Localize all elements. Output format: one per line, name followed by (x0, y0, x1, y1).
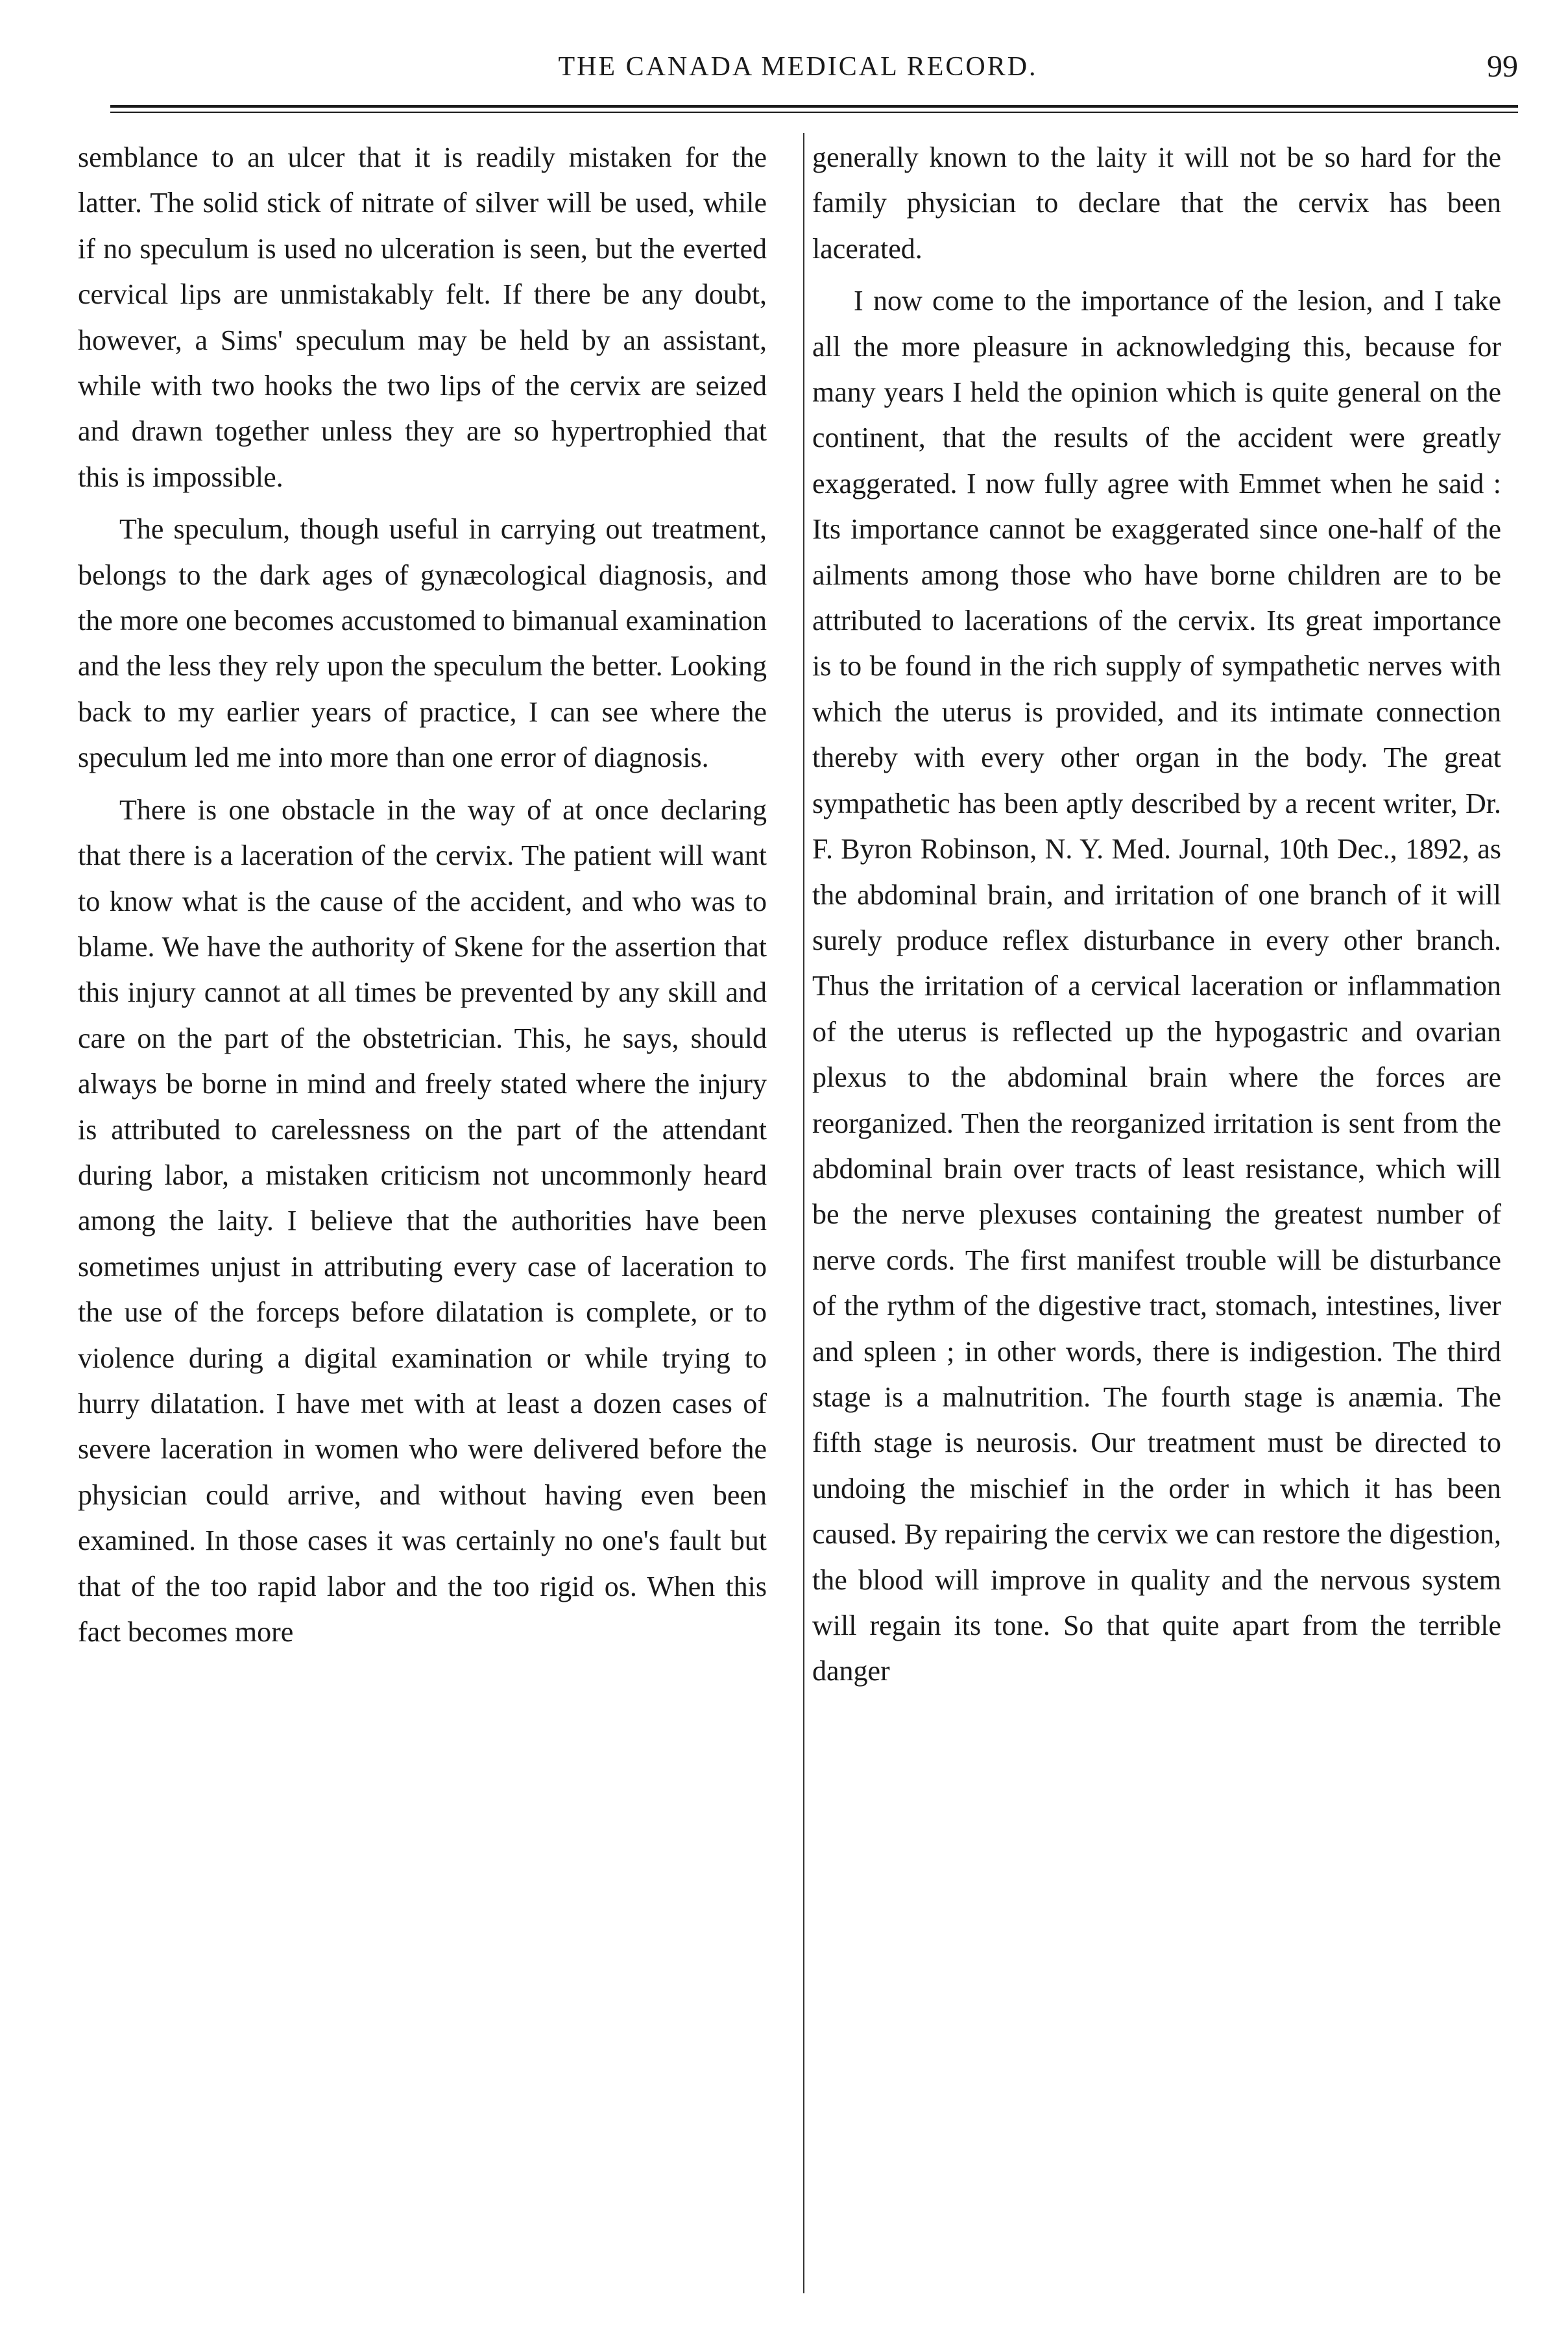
header-rule-thin (110, 112, 1518, 113)
right-paragraph-1: generally known to the laity it will not be so hard for the family physician to declare that the cervix has been lacerated. (812, 141, 1501, 265)
left-paragraph-1: semblance to an ulcer that it is readily mistaken for the latter. The solid stick of nitrate of silver will be used, while if no speculum is used no ulceration is seen, but the everted cervical lips are unmistakably felt. If there be any doubt, however, a Sims' speculum may be held by an assistant, while with two hooks the two lips of the cervix are seized and drawn together unless they are so hypertrophied that this is impossible. (78, 141, 767, 493)
running-head: THE CANADA MEDICAL RECORD. (558, 52, 1038, 82)
page-number: 99 (1487, 49, 1518, 84)
right-paragraph-2: I now come to the importance of the lesion, and I take all the more pleasure in acknowledging this, because for many years I held the opinion which is quite general on the continent, that the results of the accident were greatly exaggerated. I now fully agree with Emmet when he said : Its importance cannot be exaggerated since one-half of the ailments among those who have borne children are to be attributed to lacerations of the cervix. Its great importance is to be found in the rich supply of sympathetic nerves with which the uterus is provided, and its intimate connection thereby with every other organ in the body. The great sympathetic has been aptly described by a recent writer, Dr. F. Byron Robinson, N. Y. Med. Journal, 10th Dec., 1892, as the abdominal brain, and irritation of one branch of it will surely produce reflex disturbance in every other branch. Thus the irritation of a cervical laceration or inflammation of the uterus is reflected up the hypogastric and ovarian plexus to the abdominal brain where the forces are reorganized. Then the reorganized irritation is sent from the abdominal brain over tracts of least resistance, which will be the nerve plexuses containing the greatest number of nerve cords. The first manifest trouble will be disturbance of the rythm of the digestive tract, stomach, intestines, liver and spleen ; in other words, there is indigestion. The third stage is a malnutrition. The fourth stage is anæmia. The fifth stage is neurosis. Our treatment must be directed to undoing the mischief in the order in which it has been caused. By repairing the cervix we can restore the digestion, the blood will improve in quality and the nervous system will regain its tone. So that quite apart from the terrible danger (812, 285, 1501, 1687)
page-header (78, 49, 1518, 94)
left-paragraph-3: There is one obstacle in the way of at once declaring that there is a laceration of the cervix. The patient will want to know what is the cause of the accident, and who was to blame. We have the authority of Skene for the assertion that this injury cannot at all times be prevented by any skill and care on the part of the obstetrician. This, he says, should always be borne in mind and freely stated where the injury is attributed to carelessness on the part of the attendant during labor, a mistaken criticism not uncommonly heard among the laity. I believe that the authorities have been sometimes unjust in attributing every case of laceration to the use of the forceps before dilatation is complete, or to violence during a digital examination or while trying to hurry dilatation. I have met with at least a dozen cases of severe laceration in women who were delivered before the physician could arrive, and without having even been examined. In those cases it was certainly no one's fault but that of the too rapid labor and the too rigid os. When this fact becomes more (78, 793, 767, 1648)
column-divider (803, 133, 804, 2293)
left-paragraph-2: The speculum, though useful in carrying out treatment, belongs to the dark ages of gynæcological diagnosis, and the more one becomes accustomed to bimanual examination and the less they rely upon the speculum the better. Looking back to my earlier years of practice, I can see where the speculum led me into more than one error of diagnosis. (78, 513, 767, 774)
left-column (78, 135, 767, 1655)
header-rule-thick (110, 105, 1518, 108)
right-column (812, 135, 1501, 1695)
